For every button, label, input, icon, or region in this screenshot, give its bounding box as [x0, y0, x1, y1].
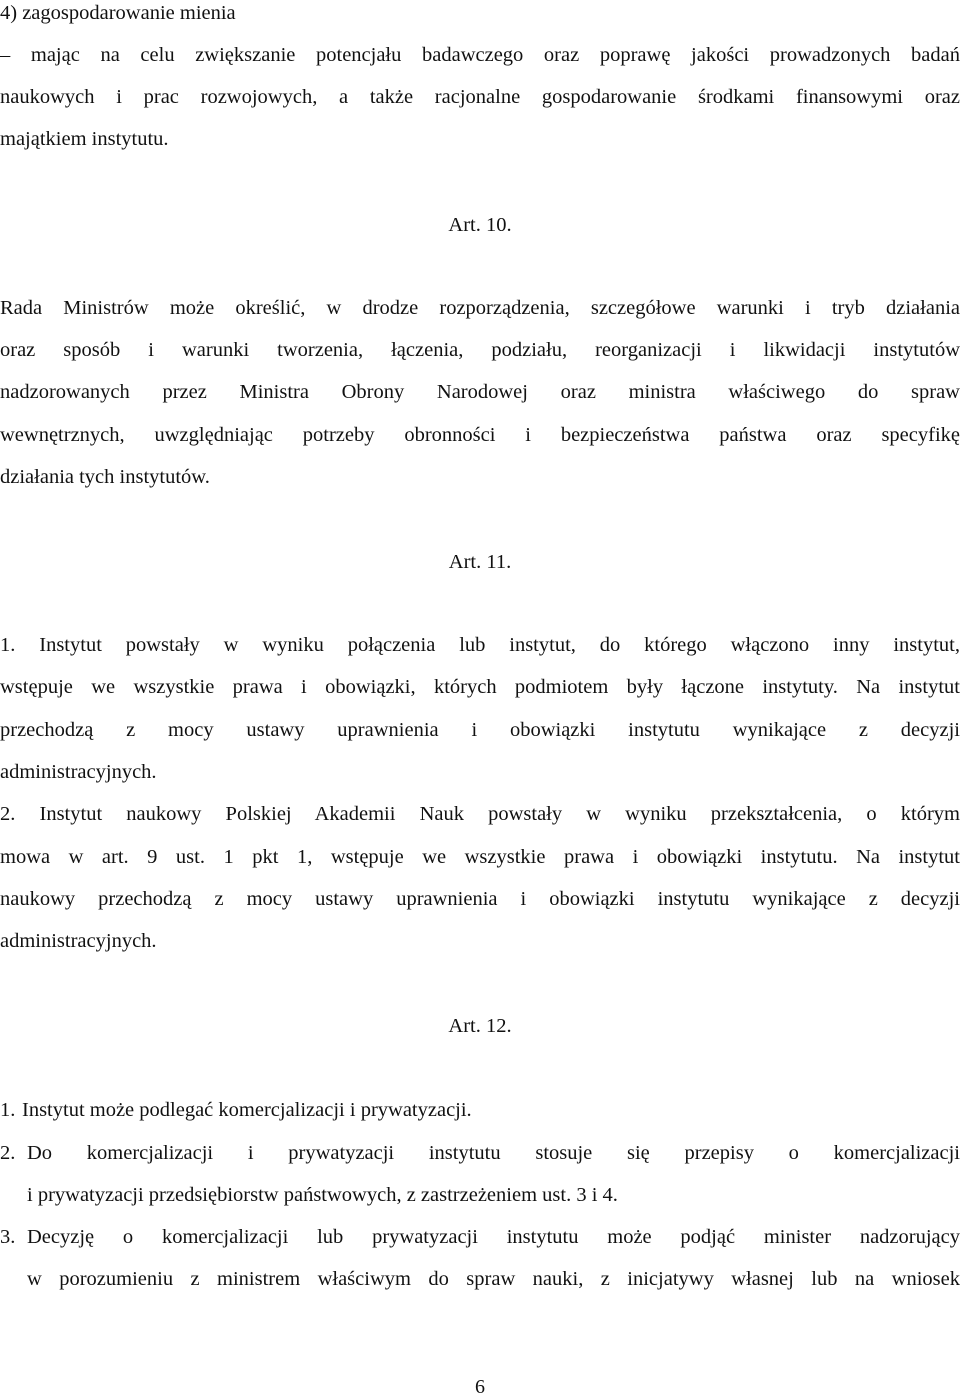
- article-10-line-5: działania tych instytutów.: [0, 466, 210, 488]
- article-11-line-5: 2. Instytut naukowy Polskiej Akademii Nauk powstały w wyniku przekształcenia, o którym: [0, 803, 960, 825]
- article-12-item-3-line-1: Decyzję o komercjalizacji lub prywatyzacji instytutu może podjąć minister nadzorujący: [27, 1226, 960, 1248]
- article-12-item-2-number: 2.: [0, 1142, 16, 1164]
- article-10-line-3: nadzorowanych przez Ministra Obrony Narodowej oraz ministra właściwego do spraw: [0, 381, 960, 403]
- intro-line-1: – mając na celu zwiększanie potencjału badawczego oraz poprawę jakości prowadzonych badań: [0, 44, 960, 66]
- article-11-line-7: naukowy przechodzą z mocy ustawy uprawnienia i obowiązki instytutu wynikające z decyzji: [0, 888, 960, 910]
- list-item-4: 4) zagospodarowanie mienia: [0, 2, 236, 24]
- article-11-line-4: administracyjnych.: [0, 761, 157, 783]
- article-12-item-3-line-2: w porozumieniu z ministrem właściwym do spraw nauki, z inicjatywy własnej lub na wniosek: [27, 1268, 960, 1290]
- article-11-line-8: administracyjnych.: [0, 930, 157, 952]
- article-12-item-2-line-1: Do komercjalizacji i prywatyzacji instytutu stosuje się przepisy o komercjalizacji: [27, 1142, 960, 1164]
- article-12-item-1: [0, 1100, 960, 1121]
- article-10-line-4: wewnętrznych, uwzględniając potrzeby obronności i bezpieczeństwa państwa oraz specyfikę: [0, 424, 960, 446]
- intro-line-2: naukowych i prac rozwojowych, a także racjonalne gospodarowanie środkami finansowymi oraz: [0, 86, 960, 108]
- article-11-line-2: wstępuje we wszystkie prawa i obowiązki, których podmiotem były łączone instytuty. Na instytut: [0, 676, 960, 698]
- item-number: 1.: [0, 1099, 16, 1121]
- intro-line-3: majątkiem instytutu.: [0, 128, 169, 150]
- article-11-line-3: przechodzą z mocy ustawy uprawnienia i obowiązki instytutu wynikające z decyzji: [0, 719, 960, 741]
- page-number: 6: [475, 1376, 485, 1398]
- article-11-line-6: mowa w art. 9 ust. 1 pkt 1, wstępuje we wszystkie prawa i obowiązki instytutu. Na instytut: [0, 846, 960, 868]
- article-10-line-1: Rada Ministrów może określić, w drodze rozporządzenia, szczegółowe warunki i tryb działania: [0, 297, 960, 319]
- item-text: Instytut może podlegać komercjalizacji i prywatyzacji.: [22, 1099, 472, 1121]
- article-11-line-1: 1. Instytut powstały w wyniku połączenia lub instytut, do którego włączono inny instytut,: [0, 634, 960, 656]
- article-12-heading: Art. 12.: [448, 1015, 512, 1037]
- article-10-line-2: oraz sposób i warunki tworzenia, łączenia, podziału, reorganizacji i likwidacji instytutów: [0, 339, 960, 361]
- article-12-item-3-number: 3.: [0, 1226, 16, 1248]
- article-11-heading: Art. 11.: [448, 551, 512, 573]
- article-10-heading: Art. 10.: [448, 214, 512, 236]
- article-12-item-2-line-2: i prywatyzacji przedsiębiorstw państwowych, z zastrzeżeniem ust. 3 i 4.: [27, 1184, 618, 1206]
